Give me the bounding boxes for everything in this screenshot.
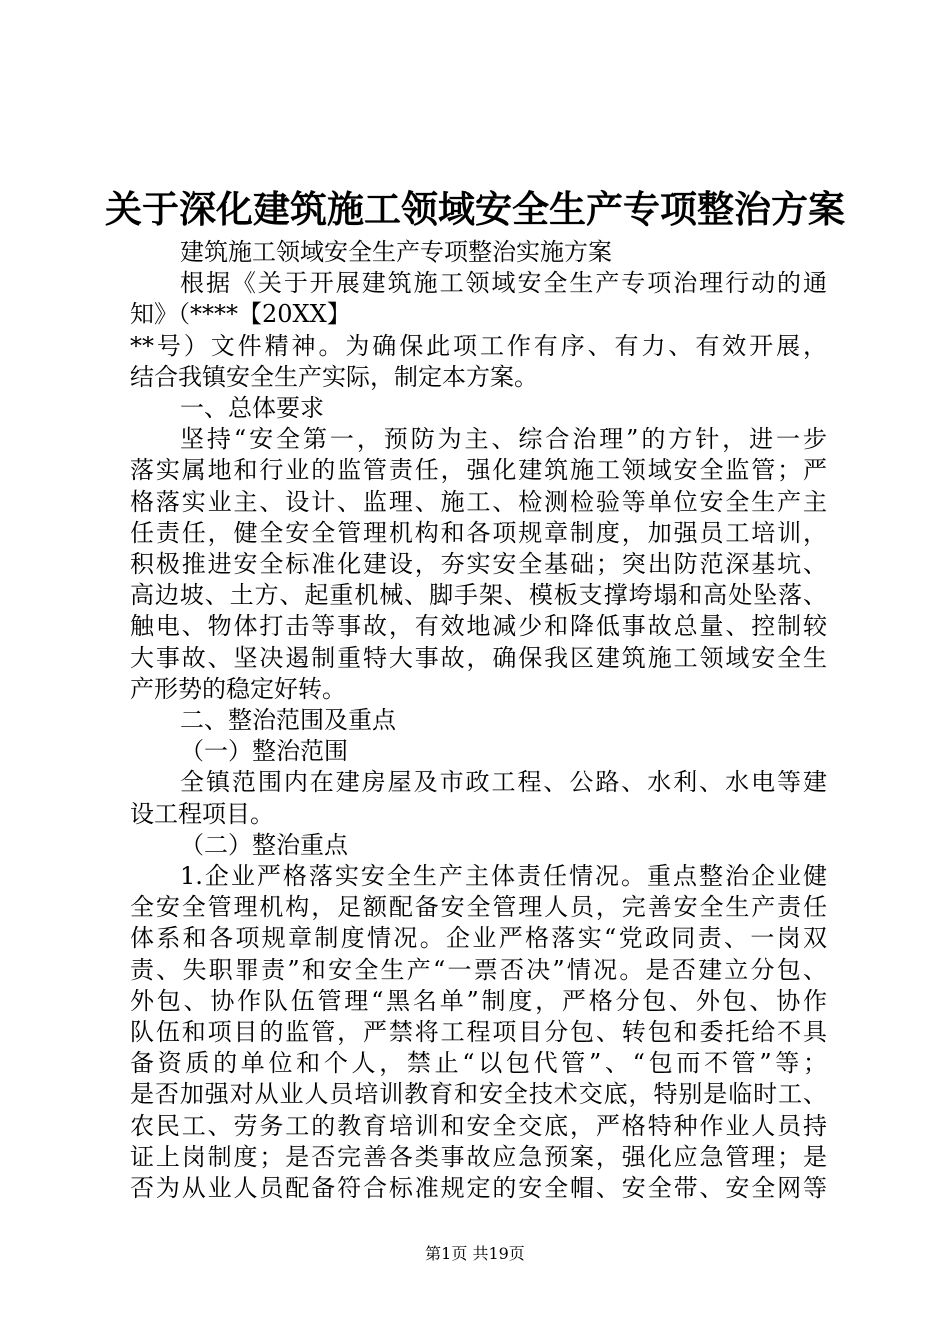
page-number-footer: 第1页 共19页	[425, 1244, 525, 1263]
paragraph-line: 全安全管理机构，足额配备安全管理人员，完善安全生产责任	[130, 893, 827, 921]
paragraph-line: 是否加强对从业人员培训教育和安全技术交底，特别是临时工、	[130, 1080, 827, 1108]
paragraph-line: 外包、协作队伍管理“黑名单”制度，严格分包、外包、协作	[130, 987, 827, 1015]
paragraph-line: 全镇范围内在建房屋及市政工程、公路、水利、水电等建	[180, 768, 827, 796]
paragraph-line: 体系和各项规章制度情况。企业严格落实“党政同责、一岗双	[130, 924, 827, 952]
paragraph-line: 坚持“安全第一，预防为主、综合治理”的方针，进一步	[180, 425, 827, 453]
paragraph-line: 否为从业人员配备符合标准规定的安全帽、安全带、安全网等	[130, 1174, 827, 1202]
paragraph-line: **号）文件精神。为确保此项工作有序、有力、有效开展，	[130, 332, 827, 360]
paragraph-line: 设工程项目。	[130, 800, 274, 828]
paragraph-line: 触电、物体打击等事故，有效地减少和降低事故总量、控制较	[130, 612, 827, 640]
paragraph-line: 农民工、劳务工的教育培训和安全交底，严格特种作业人员持	[130, 1112, 827, 1140]
paragraph-line: 结合我镇安全生产实际，制定本方案。	[130, 363, 538, 391]
paragraph-line: 队伍和项目的监管，严禁将工程项目分包、转包和委托给不具	[130, 1018, 827, 1046]
section-heading: 一、总体要求	[180, 394, 324, 422]
document-title: 关于深化建筑施工领域安全生产专项整治方案	[105, 187, 845, 231]
paragraph-line: 积极推进安全标准化建设，夯实安全基础；突出防范深基坑、	[130, 550, 827, 578]
paragraph-line: 产形势的稳定好转。	[130, 675, 346, 703]
subsection-heading: （一）整治范围	[180, 737, 348, 765]
paragraph-line: 知》（****【20XX】	[130, 300, 351, 328]
paragraph-line: 1.企业严格落实安全生产主体责任情况。重点整治企业健	[180, 862, 827, 890]
paragraph-line: 高边坡、土方、起重机械、脚手架、模板支撑垮塌和高处坠落、	[130, 581, 827, 609]
section-heading: 二、整治范围及重点	[180, 706, 396, 734]
paragraph-line: 大事故、坚决遏制重特大事故，确保我区建筑施工领域安全生	[130, 644, 827, 672]
subtitle-line: 建筑施工领域安全生产专项整治实施方案	[180, 238, 612, 266]
paragraph-line: 落实属地和行业的监管责任，强化建筑施工领域安全监管；严	[130, 456, 827, 484]
paragraph-line: 备资质的单位和个人，禁止“以包代管”、“包而不管”等；	[130, 1049, 827, 1077]
paragraph-line: 责、失职罪责”和安全生产“一票否决”情况。是否建立分包、	[130, 956, 827, 984]
paragraph-line: 任责任，健全安全管理机构和各项规章制度，加强员工培训，	[130, 519, 827, 547]
paragraph-line: 格落实业主、设计、监理、施工、检测检验等单位安全生产主	[130, 488, 827, 516]
paragraph-line: 根据《关于开展建筑施工领域安全生产专项治理行动的通	[180, 269, 827, 297]
paragraph-line: 证上岗制度；是否完善各类事故应急预案，强化应急管理；是	[130, 1143, 827, 1171]
subsection-heading: （二）整治重点	[180, 831, 348, 859]
